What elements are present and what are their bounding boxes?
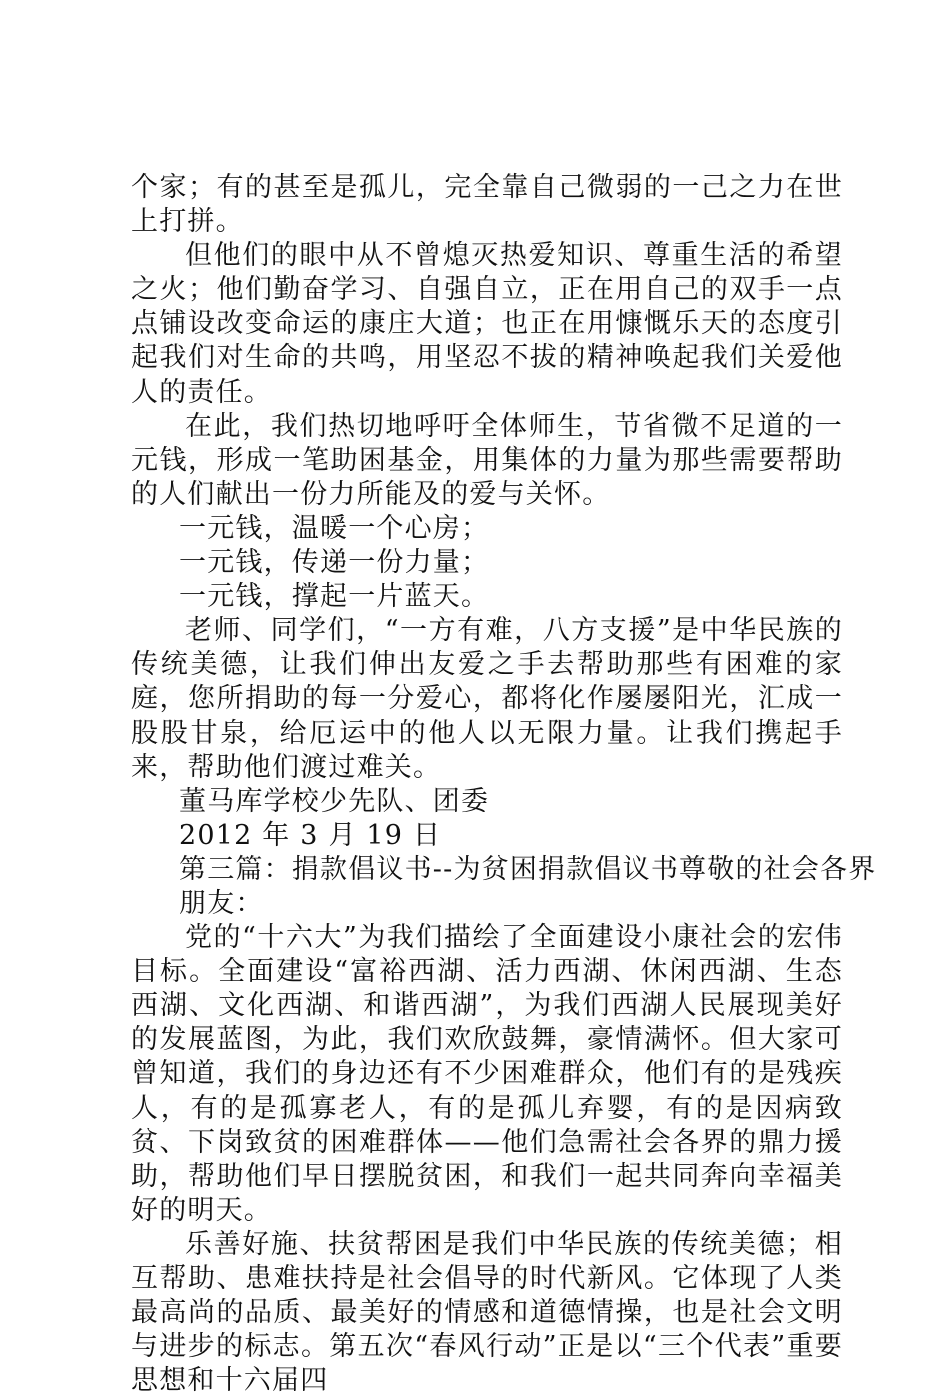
paragraph: 老师、同学们，“一方有难，八方支援”是中华民族的传统美德，让我们伸出友爱之手去帮助那些有困难的家庭，您所捐助的每一分爱心，都将化作屡屡阳光，汇成一股股甘泉，给厄运中的他人以无限力量。让我们携起手来，帮助他们渡过难关。 — [131, 615, 843, 783]
document-body — [131, 171, 877, 1398]
paragraph: 乐善好施、扶贫帮困是我们中华民族的传统美德；相互帮助、患难扶持是社会倡导的时代新风。它体现了人类最高尚的品质、最美好的情感和道德情操，也是社会文明与进步的标志。第五次“春风行动”正是以“三个代表”重要思想和十六届四 — [131, 1228, 843, 1397]
paragraph: 但他们的眼中从不曾熄灭热爱知识、尊重生活的希望之火；他们勤奋学习、自强自立，正在用自己的双手一点点铺设改变命运的康庄大道；也正在用慷慨乐天的态度引起我们对生命的共鸣，用坚忍不拔的精神唤起我们关爱他人的责任。 — [131, 240, 843, 408]
signature-organization: 董马库学校少先队、团委 — [179, 785, 490, 817]
paragraph: 党的“十六大”为我们描绘了全面建设小康社会的宏伟目标。全面建设“富裕西湖、活力西湖、休闲西湖、生态西湖、文化西湖、和谐西湖”，为我们西湖人民展现美好的发展蓝图，为此，我们欢欣鼓舞，豪情满怀。但大家可曾知道，我们的身边还有不少困难群众，他们有的是残疾人，有的是孤寡老人，有的是孤儿弃婴，有的是因病致贫、下岗致贫的困难群体——他们急需社会各界的鼎力援助，帮助他们早日摆脱贫困，和我们一起共同奔向幸福美好的明天。 — [131, 922, 843, 1226]
paragraph-continuation: 个家；有的甚至是孤儿，完全靠自己微弱的一己之力在世上打拼。 — [131, 172, 843, 238]
section-heading: 第三篇：捐款倡议书--为贫困捐款倡议书尊敬的社会各界 — [179, 853, 877, 885]
salutation: 朋友： — [179, 887, 264, 919]
slogan-line: 一元钱，撑起一片蓝天。 — [179, 581, 490, 613]
slogan-line: 一元钱，温暖一个心房； — [179, 512, 490, 544]
paragraph: 在此，我们热切地呼吁全体师生，节省微不足道的一元钱，形成一笔助困基金，用集体的力量为那些需要帮助的人们献出一份力所能及的爱与关怀。 — [131, 410, 843, 510]
slogan-line: 一元钱，传递一份力量； — [179, 547, 490, 579]
signature-date: 2012 年 3 月 19 日 — [179, 819, 442, 851]
